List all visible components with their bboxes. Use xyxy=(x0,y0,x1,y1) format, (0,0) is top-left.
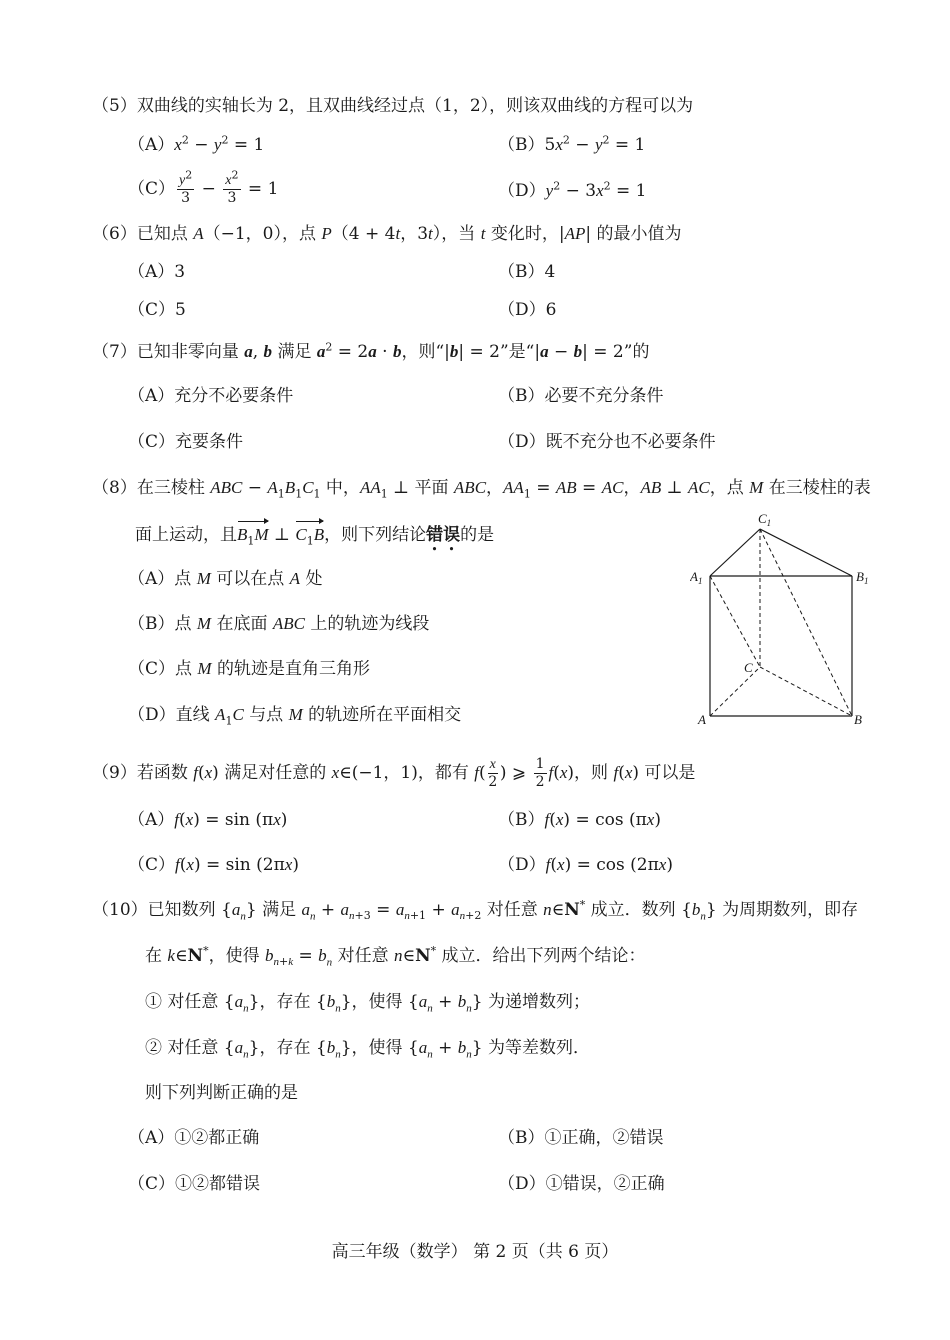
q5-option-d: $(D)y^2 - 3x^2 = 1$ xyxy=(498,179,647,201)
q6-option-b: （B）4 xyxy=(498,262,556,282)
q8-option-a: （A）点 M 可以在点 A 处 xyxy=(128,569,323,589)
diag-a1-c xyxy=(710,576,760,667)
q10-option-a: （A）①②都正确 xyxy=(128,1128,260,1148)
edge-a1-c1 xyxy=(710,529,760,576)
q10-stem-line2: 在 k∈N*，使得 $b_{n+k} = b_n$ 对任意 n∈N* 成立．给出下列两个结论： xyxy=(145,944,646,969)
q8-option-b: （B）点 M 在底面 ABC 上的轨迹为线段 xyxy=(128,614,430,634)
label-a: A xyxy=(698,712,706,727)
diag-c1-b xyxy=(760,529,852,716)
edge-c1-b1 xyxy=(760,529,852,576)
q9-option-d: （D）f(x) = cos (2πx) xyxy=(498,855,673,875)
q5-option-c: （C） $\frac{y^2}{3}$ − $\frac{x^2}{3}$ = 1 xyxy=(128,168,279,206)
q10-prompt: 则下列判断正确的是 xyxy=(145,1083,298,1103)
q10-stem-line1: （10）已知数列 $\{a_n\}$ 满足 $a_n + a_{n+3} = a_{n+1} + a_{n+2}$ 对任意 n∈N* 成立．数列 $\{b_n\}$ 为周期数列，即存 xyxy=(92,898,859,923)
q10-option-d: （D）①错误，②正确 xyxy=(498,1174,665,1194)
label-c1: $C_1$ xyxy=(758,511,772,528)
q7-option-c: （C）充要条件 xyxy=(128,432,244,452)
q10-option-c: （C）①②都错误 xyxy=(128,1174,261,1194)
q6-option-d: （D）6 xyxy=(498,300,557,320)
q9-option-b: （B）f(x) = cos (πx) xyxy=(498,810,661,830)
q7-stem: （7）已知非零向量 a, b 满足 $a^2 = 2a \cdot b$，则“|b| = 2”是“|a − b| = 2”的 xyxy=(92,340,650,362)
q5-option-b: $(B)5x^2 - y^2 = 1$ xyxy=(498,133,646,155)
q9-option-c: （C）f(x) = sin (2πx) xyxy=(128,855,299,875)
page-footer: 高三年级（数学） 第 2 页（共 6 页） xyxy=(331,1242,619,1262)
q7-option-d: （D）既不充分也不必要条件 xyxy=(498,432,716,452)
q9-stem: （9）若函数 f(x) 满足对任意的 x∈(−1，1)，都有 f( $\frac{x}{2}$ ) ⩾ $\frac{1}{2}$ f(x)，则 f(x) 可以是 xyxy=(92,756,696,790)
prism-figure xyxy=(690,510,880,732)
q10-conclusion-1: ① 对任意 $\{a_n\}$，存在 $\{b_n\}$，使得 $\{a_n + b_n\}$ 为递增数列； xyxy=(145,992,591,1015)
label-a1: $A_1$ xyxy=(690,569,703,586)
q7-option-a: （A）充分不必要条件 xyxy=(128,386,294,406)
q8-option-d: （D）直线 $A_1C$ 与点 M 的轨迹所在平面相交 xyxy=(128,705,462,728)
q6-option-a: （A）3 xyxy=(128,262,186,282)
q5-option-a: $(A)x^2 - y^2 = 1$ xyxy=(128,133,265,155)
q8-stem-line1: （8）在三棱柱 ABC − $A_1B_1C_1$ 中，$AA_1$ ⊥ 平面 ABC，$AA_1$ = AB = AC，AB ⊥ AC，点 M 在三棱柱的表 xyxy=(92,478,871,501)
label-b: B xyxy=(854,712,862,727)
q10-conclusion-2: ② 对任意 $\{a_n\}$，存在 $\{b_n\}$，使得 $\{a_n + b_n\}$ 为等差数列． xyxy=(145,1038,591,1061)
q8-stem-line2: 面上运动，且$B_1M$ ⊥ $C_1B$，则下列结论错误的是 xyxy=(135,525,495,548)
q6-option-c: （C）5 xyxy=(128,300,186,320)
q8-option-c: （C）点 M 的轨迹是直角三角形 xyxy=(128,659,370,679)
label-b1: $B_1$ xyxy=(856,569,869,586)
label-c: C xyxy=(744,660,753,675)
edge-c-b xyxy=(760,667,852,716)
q9-option-a: （A）f(x) = sin (πx) xyxy=(128,810,288,830)
q7-option-b: （B）必要不充分条件 xyxy=(498,386,664,406)
q5-stem: （5）双曲线的实轴长为 2，且双曲线经过点（1，2），则该双曲线的方程可以为 xyxy=(92,96,694,116)
q6-stem: （6）已知点 A（−1，0），点 P（4 + 4t，3t），当 t 变化时，|AP| 的最小值为 xyxy=(92,224,682,244)
q10-option-b: （B）①正确，②错误 xyxy=(498,1128,664,1148)
